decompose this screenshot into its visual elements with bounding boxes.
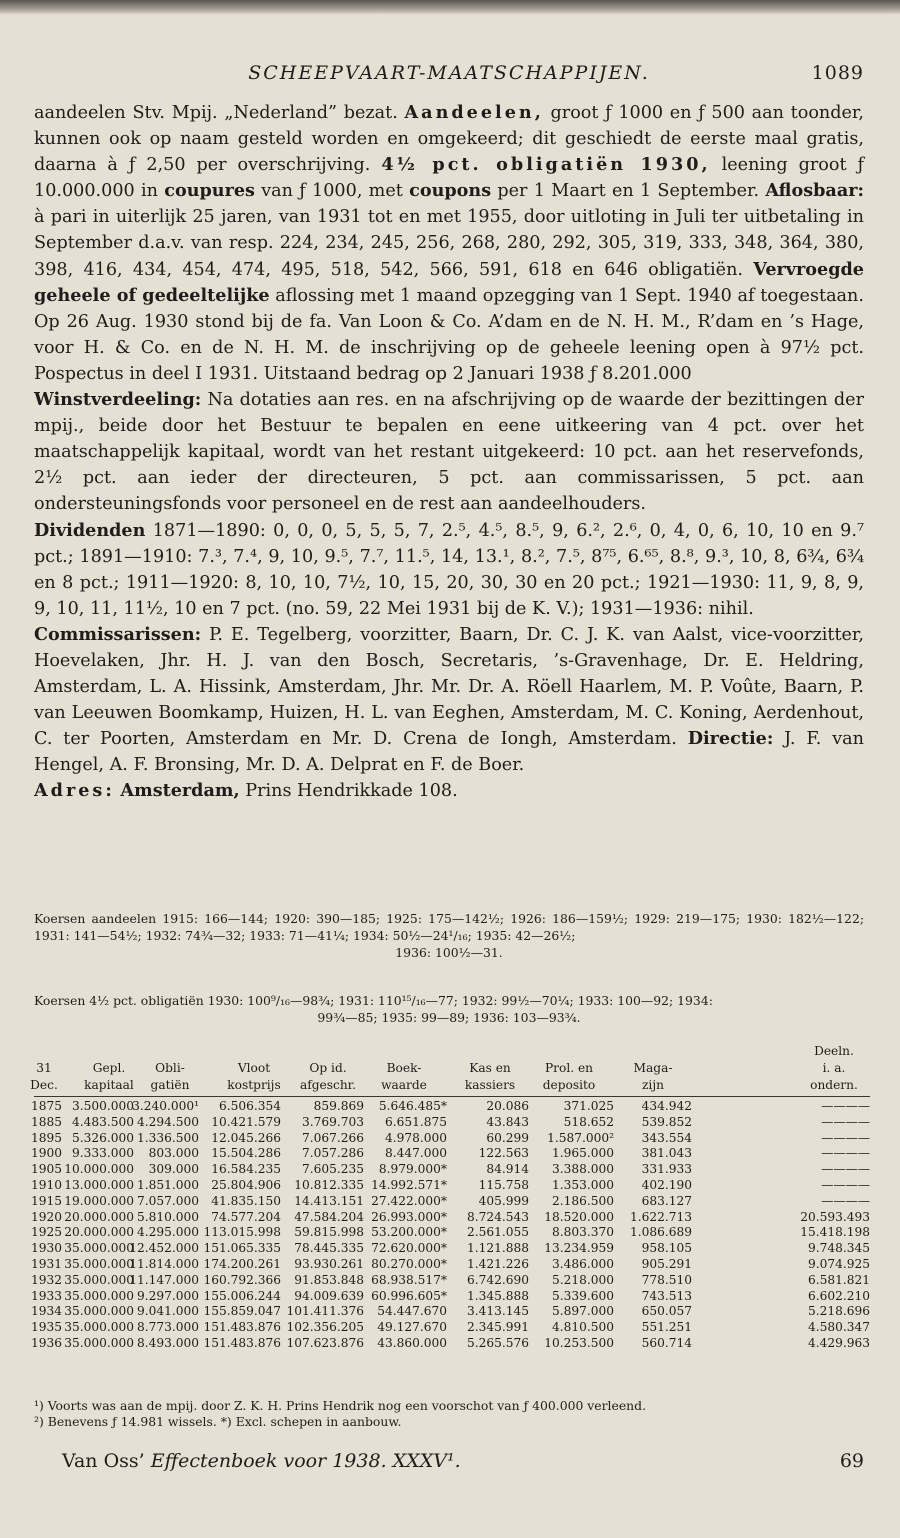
table-cell: 4.978.000: [384, 1130, 447, 1145]
table-cell: ————: [821, 1146, 870, 1161]
table-cell: 151.483.876: [203, 1335, 281, 1350]
table-cell: 93.930.261: [294, 1256, 364, 1271]
table-cell: 905.291: [641, 1256, 692, 1271]
table-cell: 155.859.047: [203, 1304, 281, 1319]
text-run: à pari in uiterlijk 25 jaren, van 1931 tot en met 1955, door uitloting in Juli ter uitbetaling in September d.a.v. van resp. 224, 234, 245, 256, 268, 280, 292, 305, 319, 333, 348, 364, 380, 398, 416, 434, 454, 474, 495, 518, 542, 566, 591, 618 en 646 obligatiën.: [34, 207, 864, 280]
table-cell: 25.804.906: [211, 1177, 281, 1192]
footnotes: [34, 1398, 864, 1430]
table-cell: 683.127: [641, 1193, 692, 1208]
table-cell: 41.835.150: [211, 1193, 281, 1208]
text-run: Adres:: [34, 780, 115, 802]
column-header: Obli-: [155, 1061, 185, 1075]
table-cell: 1915: [30, 1193, 62, 1208]
table-cell: ————: [821, 1130, 870, 1145]
text-run: J. F. van Hengel, A. F. Bronsing, Mr. D. A. Delprat en F. de Boer.: [34, 729, 864, 776]
column-header: Op id.: [309, 1061, 347, 1075]
table-cell: 9.333.000: [71, 1146, 134, 1161]
table-cell: 72.620.000*: [371, 1241, 447, 1256]
table-cell: 1.965.000: [551, 1146, 614, 1161]
table-cell: 343.554: [641, 1130, 692, 1145]
table-cell: 371.025: [563, 1099, 614, 1113]
column-header: i. a.: [822, 1061, 846, 1075]
table-cell: 20.593.493: [800, 1209, 870, 1224]
table-cell: 160.792.366: [203, 1272, 281, 1287]
table-cell: 8.979.000*: [378, 1162, 447, 1177]
footnote-1: ¹) Voorts was aan de mpij. door Z. K. H. Prins Hendrik nog een voorschot van ƒ 400.000 verleend.: [34, 1398, 647, 1413]
table-row: [30, 1288, 870, 1305]
text-run: aandeelen Stv. Mpij. „Nederland” bezat.: [34, 103, 405, 123]
table-cell: 16.584.235: [211, 1162, 281, 1177]
page-footer: [62, 1450, 864, 1480]
table-cell: 1934: [30, 1304, 62, 1319]
table-cell: 54.447.670: [377, 1304, 447, 1319]
text-run: Na dotaties aan res. en na afschrijving op de waarde der bezittingen der mpij., beide door het Bestuur te bepalen en eene uitkeering van 4 pct. over het maatschappelijk kapitaal, wordt van het restant uitgekeerd: 10 pct. aan het reservefonds, 2½ pct. aan ieder der directeuren, 5 pct. aan commissarissen, 5 pct. aan ondersteuningsfonds voor personeel en de rest aan aandeelhouders.: [34, 390, 864, 515]
text-run: Prins Hendrikkade 108.: [239, 781, 458, 802]
table-cell: 405.999: [478, 1193, 529, 1208]
table-row: [30, 1193, 870, 1210]
table-cell: 958.105: [641, 1241, 692, 1256]
column-header: Gepl.: [92, 1061, 126, 1075]
table-cell: 35.000.000: [64, 1256, 134, 1271]
table-cell: 174.200.261: [203, 1256, 281, 1271]
table-cell: 4.483.500: [71, 1114, 134, 1129]
table-cell: 35.000.000: [64, 1304, 134, 1319]
table-cell: 1.587.000²: [547, 1130, 614, 1145]
bond-prices: [34, 992, 864, 1026]
table-cell: 1895: [30, 1130, 62, 1145]
table-cell: 650.057: [641, 1304, 692, 1319]
share-prices-last: 1936: 100½—31.: [395, 945, 503, 960]
table-cell: 13.234.959: [544, 1241, 614, 1256]
table-cell: 331.933: [641, 1162, 692, 1177]
text-run: 1871—1890: 0, 0, 0, 5, 5, 5, 7, 2.⁵, 4.⁵, 8.⁵, 9, 6.², 2.⁶, 0, 4, 0, 6, 10, 10 en 9.⁷ pct.; 1891—1910: 7.³, 7.⁴, 9, 10, 9.⁵, 7.⁷, 11.⁵, 14, 13.¹, 8.², 7.⁵, 8⁷⁵, 6.⁶⁵, 8.⁸, 9.³, 10, 8, 6¾, 6¾ en 8 pct.; 1911—1920: 8, 10, 10, 7½, 10, 15, 20, 30, 30 en 20 pct.; 1921—1930: 11, 9, 8, 9, 9, 10, 11, 11½, 10 en 7 pct. (no. 59, 22 Mei 1931 bij de K. V.); 1931—1936: nihil.: [34, 520, 864, 619]
table-cell: 1935: [30, 1320, 62, 1335]
column-header: Prol. en: [544, 1061, 594, 1075]
bond-prices-text: Koersen 4½ pct. obligatiën 1930: 100⁹/₁₆—98¾; 1931: 110¹⁵/₁₆—77; 1932: 99½—70¼; 1933: 100—92; 1934:: [34, 993, 713, 1008]
table-row: [30, 1146, 870, 1162]
table-cell: 551.251: [641, 1320, 692, 1335]
table-cell: 1.345.888: [466, 1288, 529, 1303]
table-cell: 5.810.000: [136, 1209, 199, 1224]
table-cell: ————: [821, 1162, 870, 1177]
table-cell: 20.086: [486, 1099, 529, 1113]
table-cell: 1.851.000: [136, 1177, 199, 1192]
text-run: Directie:: [687, 728, 774, 750]
table-row: [30, 1130, 870, 1147]
share-prices: [34, 910, 864, 961]
table-cell: 6.651.875: [384, 1114, 447, 1129]
column-header: Vloot: [237, 1061, 271, 1075]
table-cell: 53.200.000*: [371, 1225, 447, 1240]
table-cell: 778.510: [641, 1272, 692, 1287]
column-header: gatiën: [150, 1078, 190, 1092]
table-cell: 9.297.000: [136, 1288, 199, 1303]
table-cell: 434.942: [641, 1099, 692, 1113]
column-header: ondern.: [810, 1078, 858, 1092]
table-cell: 9.074.925: [807, 1256, 870, 1271]
table-cell: 2.186.500: [551, 1193, 614, 1208]
table-cell: 11.814.000: [129, 1256, 199, 1271]
column-header: zijn: [642, 1078, 664, 1092]
table-cell: 1936: [30, 1335, 62, 1350]
table-cell: 14.413.151: [294, 1193, 364, 1208]
paragraph-address: [34, 778, 864, 804]
text-run: Winstverdeeling:: [34, 389, 202, 411]
table-cell: 60.996.605*: [371, 1288, 447, 1303]
text-run: coupures: [164, 180, 255, 202]
table-row: [30, 1209, 870, 1226]
footnote-2: ²) Benevens ƒ 14.981 wissels. *) Excl. schepen in aanbouw.: [34, 1414, 402, 1429]
table-cell: 2.345.991: [466, 1320, 529, 1335]
table-row: [30, 1304, 870, 1320]
table-row: [30, 1177, 870, 1194]
table-header-rule: [34, 1096, 870, 1097]
column-header: 31: [36, 1061, 52, 1075]
table-cell: 1.421.226: [466, 1256, 529, 1271]
paragraph-board: [34, 622, 864, 779]
text-run: leening groot ƒ 10.000.000 in: [34, 155, 864, 202]
table-cell: 4.295.000: [136, 1225, 199, 1240]
table-cell: ————: [821, 1099, 870, 1113]
column-header: Boek-: [386, 1061, 422, 1075]
table-cell: 1.622.713: [629, 1209, 692, 1224]
table-cell: 35.000.000: [64, 1335, 134, 1350]
column-header: Kas en: [469, 1061, 511, 1075]
column-header: Dec.: [30, 1078, 58, 1092]
table-header: [30, 1043, 870, 1096]
table-cell: 78.445.335: [294, 1241, 364, 1256]
text-run: Commissarissen:: [34, 623, 202, 645]
table-cell: 101.411.376: [286, 1304, 364, 1319]
text-run: Amsterdam,: [120, 780, 240, 802]
table-cell: 10.421.579: [211, 1114, 281, 1129]
table-cell: 1.121.888: [466, 1241, 529, 1256]
footer-book-title: Effectenboek voor 1938. XXXV¹.: [150, 1450, 461, 1472]
table-cell: 5.218.696: [807, 1304, 870, 1319]
table-cell: 35.000.000: [64, 1241, 134, 1256]
page-number: 1089: [811, 62, 864, 84]
table-cell: 3.500.000: [71, 1099, 134, 1113]
table-cell: 1.086.689: [629, 1225, 692, 1240]
column-header: kostprijs: [227, 1078, 281, 1092]
table-cell: 6.602.210: [807, 1288, 870, 1303]
table-cell: 27.422.000*: [371, 1193, 447, 1208]
table-cell: 5.218.000: [551, 1272, 614, 1287]
table-cell: ————: [821, 1193, 870, 1208]
table-cell: 1925: [30, 1225, 62, 1240]
text-run: van ƒ 1000, met: [254, 181, 410, 202]
column-header: afgeschr.: [299, 1078, 357, 1092]
table-cell: 60.299: [486, 1130, 529, 1145]
footer-number: 69: [839, 1450, 864, 1472]
share-prices-text: Koersen aandeelen 1915: 166—144; 1920: 390—185; 1925: 175—142½; 1926: 186—159½; 1929: 219—175; 1930: 182½—122; 1931: 141—54½; 1932: 74¾—32; 1933: 71—41¼; 1934: 50½—24¹/₁₆; 1935: 42—26½;: [34, 911, 864, 943]
table-cell: 49.127.670: [377, 1320, 447, 1335]
table-cell: 80.270.000*: [371, 1256, 447, 1271]
table-cell: ————: [821, 1114, 870, 1129]
column-header: Maga-: [633, 1061, 673, 1075]
table-cell: 91.853.848: [294, 1272, 364, 1287]
table-cell: 1875: [30, 1099, 62, 1113]
paragraph-dividends: [34, 518, 864, 622]
table-cell: 7.067.266: [301, 1130, 364, 1145]
table-cell: 15.504.286: [211, 1146, 281, 1161]
table-cell: 68.938.517*: [371, 1272, 447, 1287]
table-cell: 12.452.000: [129, 1241, 199, 1256]
table-cell: 19.000.000: [64, 1193, 134, 1208]
table-cell: 10.253.500: [544, 1335, 614, 1350]
table-cell: 402.190: [641, 1177, 692, 1192]
table-cell: ————: [821, 1177, 870, 1192]
table-cell: 122.563: [478, 1146, 529, 1161]
balance-table: [30, 1043, 870, 1350]
table-cell: 107.623.876: [286, 1335, 364, 1350]
footer-publisher: Van Oss’: [62, 1450, 151, 1472]
table-cell: 10.812.335: [294, 1177, 364, 1192]
table-cell: 518.652: [563, 1114, 614, 1129]
column-header: Deeln.: [814, 1044, 854, 1058]
table-cell: 12.045.266: [211, 1130, 281, 1145]
bond-prices-last: 99¾—85; 1935: 99—89; 1936: 103—93¾.: [317, 1010, 581, 1025]
table-cell: 1885: [30, 1114, 62, 1129]
table-cell: 1920: [30, 1209, 62, 1224]
table-cell: 1930: [30, 1241, 62, 1256]
header-title: SCHEEPVAART-MAATSCHAPPIJEN.: [248, 62, 650, 84]
table-cell: 3.388.000: [551, 1162, 614, 1177]
scan-edge: [0, 0, 900, 14]
text-run: Aflosbaar:: [765, 180, 864, 202]
table-cell: 8.773.000: [136, 1320, 199, 1335]
article-body: [34, 100, 864, 805]
column-header: kassiers: [464, 1078, 516, 1092]
running-header: [34, 62, 864, 92]
table-row: [30, 1162, 870, 1178]
table-cell: 151.483.876: [203, 1320, 281, 1335]
table-cell: 59.815.998: [294, 1225, 364, 1240]
column-header: deposito: [542, 1078, 596, 1092]
table-cell: 1.336.500: [136, 1130, 199, 1145]
table-cell: 5.897.000: [551, 1304, 614, 1319]
table-cell: 84.914: [486, 1162, 529, 1177]
table-cell: 115.758: [478, 1177, 529, 1192]
table-row: [30, 1335, 870, 1352]
table-cell: 47.584.204: [294, 1209, 364, 1224]
table-cell: 5.646.485*: [378, 1099, 447, 1113]
table-cell: 7.057.000: [136, 1193, 199, 1208]
table-cell: 3.413.145: [466, 1304, 529, 1319]
table-row: [30, 1241, 870, 1257]
text-run: aflossing met 1 maand opzegging van 1 Sept. 1940 af toegestaan. Op 26 Aug. 1930 stond bij de fa. Van Loon & Co. A’dam en de N. H. M., R’dam en ’s Hage, voor H. & Co. en de N. H. M. de inschrijving op de geheele leening open à 97½ pct. Pospectus in deel I 1931. Uitstaand bedrag op 2 Januari 1938 ƒ 8.201.000: [34, 285, 864, 384]
table-cell: 20.000.000: [64, 1225, 134, 1240]
paragraph-profit-distribution: [34, 387, 864, 517]
table-cell: 155.006.244: [203, 1288, 281, 1303]
table-cell: 1900: [30, 1146, 62, 1161]
table-cell: 4.580.347: [807, 1320, 870, 1335]
text-run: P. E. Tegelberg, voorzitter, Baarn, Dr. C. J. K. van Aalst, vice-voorzitter, Hoevelaken, Jhr. H. J. van den Bosch, Secretaris, ’s-Gravenhage, Dr. E. Heldring, Amsterdam, L. A. Hissink, Amsterdam, Jhr. Mr. Dr. A. Röell Haarlem, M. P. Voûte, Baarn, P. van Leeuwen Boomkamp, Huizen, H. L. van Eeghen, Amsterdam, M. C. Koning, Aerdenhout, C. ter Poorten, Amsterdam en Mr. D. Crena de Iongh, Amsterdam.: [34, 624, 864, 750]
table-cell: 8.803.370: [551, 1225, 614, 1240]
text-run: 4½ pct. obligatiën 1930,: [381, 154, 711, 176]
table-cell: 8.493.000: [136, 1335, 199, 1350]
table-cell: 1933: [30, 1288, 62, 1303]
table-cell: 13.000.000: [64, 1177, 134, 1192]
table-cell: 11.147.000: [129, 1272, 199, 1287]
paragraph-shares: [34, 100, 864, 387]
text-run: Dividenden: [34, 519, 146, 541]
table-cell: 4.429.963: [807, 1335, 870, 1350]
table-cell: 4.810.500: [551, 1320, 614, 1335]
table-row: [30, 1114, 870, 1131]
table-body: [30, 1099, 870, 1352]
table-row: [30, 1225, 870, 1241]
text-run: Vervroegde geheele of gedeeltelijke: [34, 258, 864, 306]
table-cell: 74.577.204: [211, 1209, 281, 1224]
table-cell: 10.000.000: [64, 1162, 134, 1177]
table-cell: 1905: [30, 1162, 62, 1177]
text-run: coupons: [409, 180, 492, 202]
table-cell: 1932: [30, 1272, 62, 1287]
table-cell: 539.852: [641, 1114, 692, 1129]
table-cell: 1.353.000: [551, 1177, 614, 1192]
table-cell: 15.418.198: [800, 1225, 870, 1240]
table-cell: 4.294.500: [136, 1114, 199, 1129]
table-cell: 35.000.000: [64, 1272, 134, 1287]
text-run: per 1 Maart en 1 September.: [491, 181, 766, 202]
table-cell: 9.041.000: [136, 1304, 199, 1319]
table-cell: 1910: [30, 1177, 62, 1192]
table-cell: 26.993.000*: [371, 1209, 447, 1224]
table-cell: 309.000: [148, 1162, 199, 1177]
table-cell: 43.860.000: [377, 1335, 447, 1350]
table-cell: 8.447.000: [384, 1146, 447, 1161]
table-row: [30, 1320, 870, 1336]
table-cell: 560.714: [641, 1335, 692, 1350]
column-header: kapitaal: [84, 1078, 134, 1092]
table-cell: 8.724.543: [466, 1209, 529, 1224]
table-cell: 14.992.571*: [371, 1177, 447, 1192]
table-cell: 7.057.286: [301, 1146, 364, 1161]
table-cell: 94.009.639: [294, 1288, 364, 1303]
table-cell: 1931: [30, 1256, 62, 1271]
column-header: waarde: [381, 1078, 427, 1092]
table-cell: 381.043: [641, 1146, 692, 1161]
table-cell: 20.000.000: [64, 1209, 134, 1224]
table-cell: 35.000.000: [64, 1320, 134, 1335]
text-run: Aandeelen,: [404, 102, 544, 123]
table-cell: 5.265.576: [466, 1335, 529, 1350]
table-cell: 102.356.205: [286, 1320, 364, 1335]
table-cell: 43.843: [486, 1114, 529, 1129]
table-cell: 6.506.354: [218, 1099, 281, 1113]
table-cell: 2.561.055: [466, 1225, 529, 1240]
table-cell: 3.486.000: [551, 1256, 614, 1271]
table-cell: 6.742.690: [466, 1272, 529, 1287]
table-row: [30, 1256, 870, 1273]
table-cell: 3.769.703: [301, 1114, 364, 1129]
table-cell: 6.581.821: [807, 1272, 870, 1287]
table-cell: 5.326.000: [71, 1130, 134, 1145]
table-row: [30, 1099, 870, 1115]
table-cell: 151.065.335: [203, 1241, 281, 1256]
table-cell: 803.000: [148, 1146, 199, 1161]
table-cell: 113.015.998: [203, 1225, 281, 1240]
table-cell: 5.339.600: [551, 1288, 614, 1303]
table-cell: 3.240.000¹: [132, 1099, 199, 1113]
text-run: groot ƒ 1000 en ƒ 500 aan toonder, kunnen ook op naam gesteld worden en omgekeerd; dit geschiedt de eerste maal gratis, daarna à ƒ 2,50 per overschrijving.: [34, 103, 864, 176]
table-row: [30, 1272, 870, 1289]
table-cell: 35.000.000: [64, 1288, 134, 1303]
table-cell: 18.520.000: [544, 1209, 614, 1224]
table-cell: 859.869: [313, 1099, 364, 1113]
table-cell: 9.748.345: [807, 1241, 870, 1256]
table-cell: 743.513: [641, 1288, 692, 1303]
table-cell: 7.605.235: [301, 1162, 364, 1177]
